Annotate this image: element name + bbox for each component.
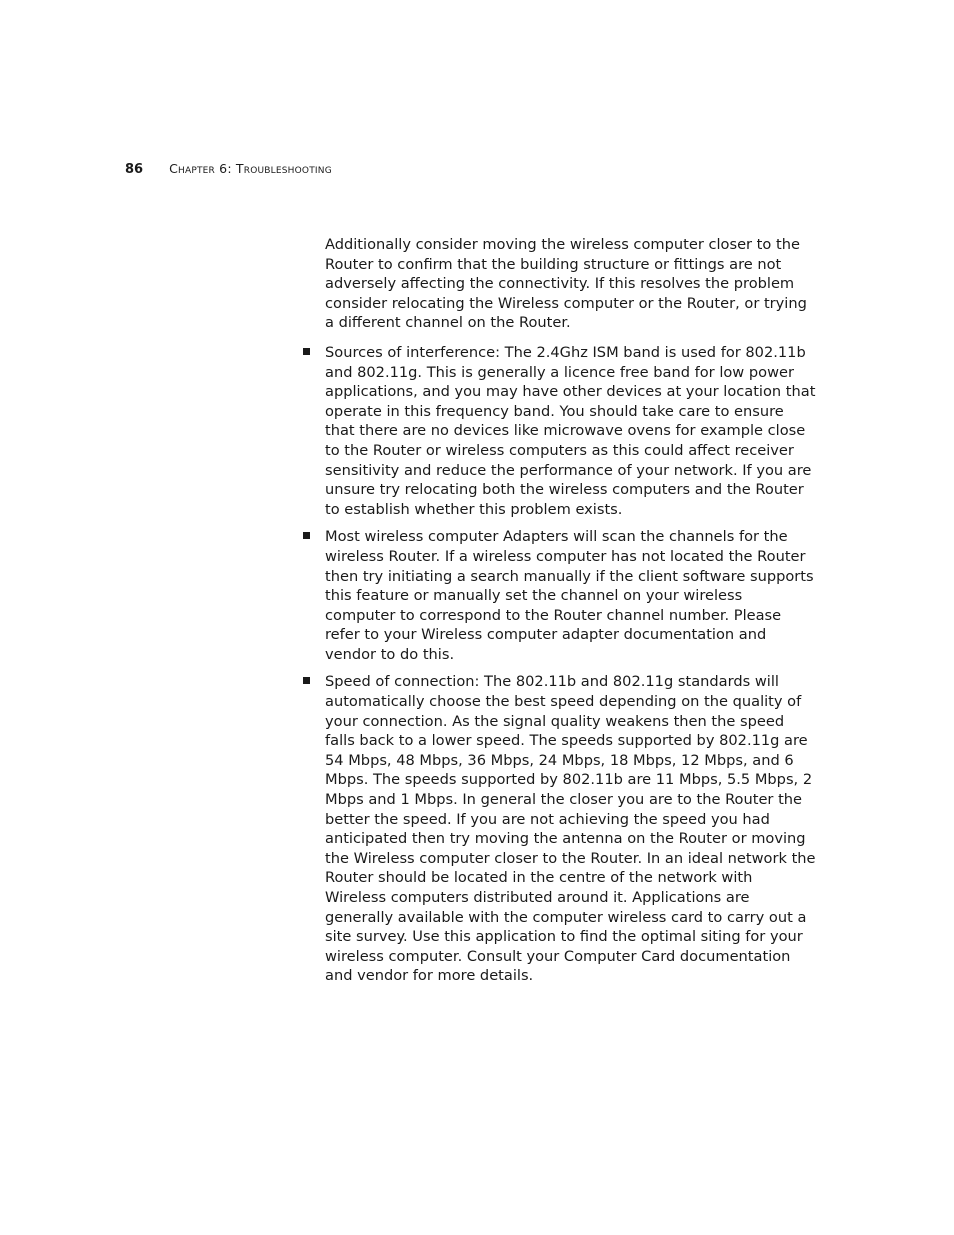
page-body bbox=[325, 235, 817, 994]
square-bullet-icon bbox=[303, 348, 310, 355]
list-item-text: Most wireless computer Adapters will scan the channels for the wireless Router. If a wireless computer has not located the Router then try initiating a search manually if the client software supports this feature or manually set the channel on your wireless computer to correspond to the Router channel number. Please refer to your Wireless computer adapter documentation and vendor to do this. bbox=[325, 528, 814, 663]
page-number: 86 bbox=[125, 162, 144, 177]
intro-paragraph: Additionally consider moving the wireless computer closer to the Router to confirm that the building structure or fittings are not adversely affecting the connectivity. If this resolves the problem consider relocating the Wireless computer or the Router, or trying a different channel on the Router. bbox=[325, 236, 807, 332]
square-bullet-icon bbox=[303, 532, 310, 539]
list-item bbox=[325, 672, 817, 986]
list-item-text: Speed of connection: The 802.11b and 802.11g standards will automatically choose the best speed depending on the quality of your connection. As the signal quality weakens then the speed falls back to a lower speed. The speeds supported by 802.11g are 54 Mbps, 48 Mbps, 36 Mbps, 24 Mbps, 18 Mbps, 12 Mbps, and 6 Mbps. The speeds supported by 802.11b are 11 Mbps, 5.5 Mbps, 2 Mbps and 1 Mbps. In general the closer you are to the Router the better the speed. If you are not achieving the speed you had anticipated then try moving the antenna on the Router or moving the Wireless computer closer to the Router. In an ideal network the Router should be located in the centre of the network with Wireless computers distributed around it. Applications are generally available with the computer wireless card to carry out a site survey. Use this application to find the optimal siting for your wireless computer. Consult your Computer Card documentation and vendor for more details. bbox=[325, 673, 816, 985]
square-bullet-icon bbox=[303, 677, 310, 684]
bullet-list bbox=[325, 343, 817, 986]
list-item bbox=[325, 527, 817, 664]
list-item-text: Sources of interference: The 2.4Ghz ISM band is used for 802.11b and 802.11g. This is generally a licence free band for low power applications, and you may have other devices at your location that operate in this frequency band. You should take care to ensure that there are no devices like microwave ovens for example close to the Router or wireless computers as this could affect receiver sensitivity and reduce the performance of your network. If you are unsure try relocating both the wireless computers and the Router to establish whether this problem exists. bbox=[325, 343, 816, 518]
running-header bbox=[125, 161, 332, 177]
chapter-title: Chapter 6: Troubleshooting bbox=[169, 161, 332, 176]
list-item bbox=[325, 343, 817, 519]
